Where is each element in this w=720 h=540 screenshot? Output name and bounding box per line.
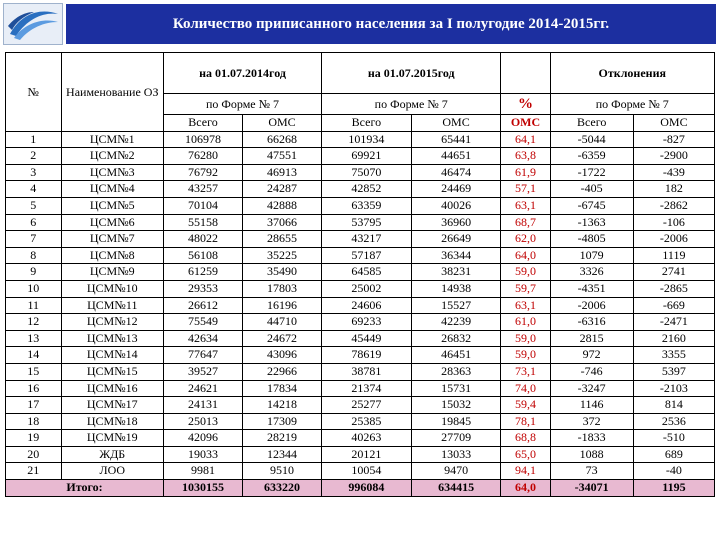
- total-2014-cell: 26612: [164, 297, 243, 314]
- row-number-cell: 16: [6, 380, 62, 397]
- dev-total-cell: -4351: [550, 280, 633, 297]
- logo-swoosh-icon: [4, 4, 62, 44]
- oms-2015-cell: 24469: [411, 181, 501, 198]
- pct-oms-cell: 61,0: [501, 314, 550, 331]
- pct-header-empty: [501, 53, 550, 94]
- total-2015-cell: 101934: [322, 131, 412, 148]
- row-name-cell: ЦСМ№15: [61, 363, 164, 380]
- pct-oms-cell: 63,8: [501, 148, 550, 165]
- dev-total-cell: 2815: [550, 330, 633, 347]
- row-number-cell: 18: [6, 413, 62, 430]
- dev-oms-cell: 3355: [633, 347, 714, 364]
- total-2014-cell: 24131: [164, 397, 243, 414]
- total-2014-cell: 24621: [164, 380, 243, 397]
- pct-oms-cell: 64,1: [501, 131, 550, 148]
- dev-oms-cell: -106: [633, 214, 714, 231]
- oms-2014-cell: 17309: [243, 413, 322, 430]
- total-2014-cell: 43257: [164, 181, 243, 198]
- total-2014-cell: 39527: [164, 363, 243, 380]
- dev-total-cell: -2006: [550, 297, 633, 314]
- oms-2015-cell: 42239: [411, 314, 501, 331]
- total-2014-cell: 42634: [164, 330, 243, 347]
- oms-2015-cell: 15527: [411, 297, 501, 314]
- row-number-cell: 2: [6, 148, 62, 165]
- table-row: [6, 297, 715, 314]
- oms-2015-cell: 36960: [411, 214, 501, 231]
- dev-total-cell: 73: [550, 463, 633, 480]
- row-name-cell: ЦСМ№3: [61, 164, 164, 181]
- row-number-cell: 21: [6, 463, 62, 480]
- row-name-cell: ЛОО: [61, 463, 164, 480]
- period-2015-header: на 01.07.2015год: [322, 53, 501, 94]
- row-number-cell: 12: [6, 314, 62, 331]
- pct-oms-cell: 65,0: [501, 446, 550, 463]
- total-2014-cell: 29353: [164, 280, 243, 297]
- dev-total-cell: -4805: [550, 231, 633, 248]
- dev-oms-cell: -827: [633, 131, 714, 148]
- total-2014-cell: 55158: [164, 214, 243, 231]
- pct-oms-cell: 61,9: [501, 164, 550, 181]
- total-2015-cell: 25002: [322, 280, 412, 297]
- oms-2014-cell: 16196: [243, 297, 322, 314]
- row-name-cell: ЦСМ№18: [61, 413, 164, 430]
- oms-2014-cell: 12344: [243, 446, 322, 463]
- oms-dev-header: ОМС: [633, 115, 714, 132]
- oms-2014-cell: 35225: [243, 247, 322, 264]
- total-2015-cell: 53795: [322, 214, 412, 231]
- total-2015-cell: 21374: [322, 380, 412, 397]
- row-number-cell: 17: [6, 397, 62, 414]
- slide-header: [0, 0, 720, 48]
- dev-oms-cell: -669: [633, 297, 714, 314]
- dev-oms-cell: -2862: [633, 197, 714, 214]
- row-name-cell: ЦСМ№12: [61, 314, 164, 331]
- oms-2014-cell: 14218: [243, 397, 322, 414]
- total-2015-header: Всего: [322, 115, 412, 132]
- totals-dev-total: -34071: [550, 480, 633, 497]
- totals-dev-oms: 1195: [633, 480, 714, 497]
- table-row: [6, 446, 715, 463]
- total-2014-cell: 61259: [164, 264, 243, 281]
- dev-oms-cell: 182: [633, 181, 714, 198]
- oms-2015-cell: 19845: [411, 413, 501, 430]
- row-name-cell: ЦСМ№5: [61, 197, 164, 214]
- row-number-cell: 14: [6, 347, 62, 364]
- totals-total-2015: 996084: [322, 480, 412, 497]
- oms-2014-cell: 17834: [243, 380, 322, 397]
- dev-total-cell: -6745: [550, 197, 633, 214]
- dev-total-cell: 1146: [550, 397, 633, 414]
- dev-oms-cell: 2536: [633, 413, 714, 430]
- table-row: [6, 463, 715, 480]
- total-2014-cell: 19033: [164, 446, 243, 463]
- row-number-cell: 6: [6, 214, 62, 231]
- dev-oms-cell: 1119: [633, 247, 714, 264]
- total-2015-cell: 10054: [322, 463, 412, 480]
- dev-total-cell: -3247: [550, 380, 633, 397]
- col-header-name: Наименование ОЗ: [61, 53, 164, 132]
- header-row-periods: [6, 53, 715, 94]
- pct-oms-cell: 62,0: [501, 231, 550, 248]
- row-number-cell: 10: [6, 280, 62, 297]
- table-row: [6, 363, 715, 380]
- oms-2014-cell: 66268: [243, 131, 322, 148]
- table-row: [6, 330, 715, 347]
- row-name-cell: ЦСМ№1: [61, 131, 164, 148]
- total-2015-cell: 25385: [322, 413, 412, 430]
- pct-oms-cell: 63,1: [501, 297, 550, 314]
- pct-oms-cell: 94,1: [501, 463, 550, 480]
- oms-2015-cell: 46451: [411, 347, 501, 364]
- dev-total-cell: -405: [550, 181, 633, 198]
- table-row: [6, 280, 715, 297]
- row-name-cell: ЦСМ№6: [61, 214, 164, 231]
- oms-2015-cell: 65441: [411, 131, 501, 148]
- oms-2014-cell: 9510: [243, 463, 322, 480]
- oms-2014-cell: 47551: [243, 148, 322, 165]
- dev-oms-cell: 2741: [633, 264, 714, 281]
- oms-2015-cell: 13033: [411, 446, 501, 463]
- total-2014-cell: 25013: [164, 413, 243, 430]
- pct-oms-cell: 73,1: [501, 363, 550, 380]
- oms-2015-cell: 14938: [411, 280, 501, 297]
- oms-2014-cell: 35490: [243, 264, 322, 281]
- dev-oms-cell: 814: [633, 397, 714, 414]
- pct-oms-cell: 59,0: [501, 330, 550, 347]
- dev-total-cell: 372: [550, 413, 633, 430]
- dev-total-cell: 972: [550, 347, 633, 364]
- row-number-cell: 15: [6, 363, 62, 380]
- pct-oms-cell: 59,4: [501, 397, 550, 414]
- total-2014-cell: 106978: [164, 131, 243, 148]
- period-2014-header: на 01.07.2014год: [164, 53, 322, 94]
- totals-row: [6, 480, 715, 497]
- dev-oms-cell: 5397: [633, 363, 714, 380]
- dev-total-cell: 3326: [550, 264, 633, 281]
- pct-oms-cell: 68,7: [501, 214, 550, 231]
- total-2014-cell: 70104: [164, 197, 243, 214]
- dev-oms-cell: -40: [633, 463, 714, 480]
- oms-2015-cell: 26832: [411, 330, 501, 347]
- row-name-cell: ЦСМ№7: [61, 231, 164, 248]
- total-2014-cell: 76280: [164, 148, 243, 165]
- totals-total-2014: 1030155: [164, 480, 243, 497]
- oms-2015-cell: 28363: [411, 363, 501, 380]
- oms-2014-cell: 46913: [243, 164, 322, 181]
- dev-total-cell: -1363: [550, 214, 633, 231]
- totals-label: Итого:: [6, 480, 164, 497]
- oms-2015-cell: 27709: [411, 430, 501, 447]
- totals-oms-2015: 634415: [411, 480, 501, 497]
- table-row: [6, 380, 715, 397]
- oms-2015-cell: 38231: [411, 264, 501, 281]
- total-2015-cell: 25277: [322, 397, 412, 414]
- oms-2015-cell: 46474: [411, 164, 501, 181]
- oms-2015-cell: 40026: [411, 197, 501, 214]
- row-name-cell: ЦСМ№8: [61, 247, 164, 264]
- dev-total-cell: -1722: [550, 164, 633, 181]
- row-number-cell: 13: [6, 330, 62, 347]
- oms-2014-cell: 28655: [243, 231, 322, 248]
- table-row: [6, 148, 715, 165]
- row-number-cell: 3: [6, 164, 62, 181]
- dev-total-cell: -6359: [550, 148, 633, 165]
- total-2014-cell: 56108: [164, 247, 243, 264]
- total-2015-cell: 69921: [322, 148, 412, 165]
- pct-oms-cell: 59,0: [501, 347, 550, 364]
- row-number-cell: 5: [6, 197, 62, 214]
- row-name-cell: ЦСМ№14: [61, 347, 164, 364]
- oms-2015-cell: 26649: [411, 231, 501, 248]
- total-2015-cell: 24606: [322, 297, 412, 314]
- logo: [3, 3, 63, 45]
- row-name-cell: ЦСМ№4: [61, 181, 164, 198]
- row-name-cell: ЦСМ№11: [61, 297, 164, 314]
- form-dev-header: по Форме № 7: [550, 94, 714, 115]
- total-2014-cell: 76792: [164, 164, 243, 181]
- oms-2014-cell: 37066: [243, 214, 322, 231]
- total-2014-cell: 9981: [164, 463, 243, 480]
- oms-2015-cell: 44651: [411, 148, 501, 165]
- total-2014-cell: 75549: [164, 314, 243, 331]
- oms-2014-cell: 24672: [243, 330, 322, 347]
- row-name-cell: ЦСМ№16: [61, 380, 164, 397]
- row-name-cell: ЦСМ№17: [61, 397, 164, 414]
- table-row: [6, 181, 715, 198]
- table-row: [6, 231, 715, 248]
- form-2014-header: по Форме № 7: [164, 94, 322, 115]
- row-number-cell: 9: [6, 264, 62, 281]
- total-2015-cell: 64585: [322, 264, 412, 281]
- pct-oms-cell: 64,0: [501, 247, 550, 264]
- pct-oms-cell: 57,1: [501, 181, 550, 198]
- pct-oms-cell: 59,7: [501, 280, 550, 297]
- total-2015-cell: 40263: [322, 430, 412, 447]
- pct-oms-cell: 78,1: [501, 413, 550, 430]
- table-row: [6, 314, 715, 331]
- totals-oms-2014: 633220: [243, 480, 322, 497]
- deviation-header: Отклонения: [550, 53, 714, 94]
- oms-2014-cell: 42888: [243, 197, 322, 214]
- dev-oms-cell: 689: [633, 446, 714, 463]
- table-row: [6, 264, 715, 281]
- row-number-cell: 20: [6, 446, 62, 463]
- total-2015-cell: 75070: [322, 164, 412, 181]
- total-2015-cell: 38781: [322, 363, 412, 380]
- pct-header: %: [501, 94, 550, 115]
- oms-2015-cell: 15731: [411, 380, 501, 397]
- row-name-cell: ЦСМ№9: [61, 264, 164, 281]
- total-2014-cell: 77647: [164, 347, 243, 364]
- dev-oms-cell: -2865: [633, 280, 714, 297]
- row-number-cell: 7: [6, 231, 62, 248]
- total-2015-cell: 43217: [322, 231, 412, 248]
- dev-oms-cell: -510: [633, 430, 714, 447]
- pct-oms-cell: 63,1: [501, 197, 550, 214]
- total-2014-header: Всего: [164, 115, 243, 132]
- oms-2014-cell: 43096: [243, 347, 322, 364]
- oms-2015-cell: 36344: [411, 247, 501, 264]
- dev-total-cell: 1088: [550, 446, 633, 463]
- row-number-cell: 19: [6, 430, 62, 447]
- oms-2014-header: ОМС: [243, 115, 322, 132]
- dev-oms-cell: -439: [633, 164, 714, 181]
- oms-2015-header: ОМС: [411, 115, 501, 132]
- row-name-cell: ЦСМ№19: [61, 430, 164, 447]
- dev-total-cell: -6316: [550, 314, 633, 331]
- total-2015-cell: 45449: [322, 330, 412, 347]
- total-2015-cell: 42852: [322, 181, 412, 198]
- dev-oms-cell: -2103: [633, 380, 714, 397]
- total-2014-cell: 48022: [164, 231, 243, 248]
- row-name-cell: ЦСМ№10: [61, 280, 164, 297]
- dev-total-cell: 1079: [550, 247, 633, 264]
- table-row: [6, 164, 715, 181]
- table-row: [6, 413, 715, 430]
- total-2014-cell: 42096: [164, 430, 243, 447]
- dev-oms-cell: -2471: [633, 314, 714, 331]
- pct-oms-cell: 59,0: [501, 264, 550, 281]
- table-row: [6, 131, 715, 148]
- dev-total-cell: -1833: [550, 430, 633, 447]
- table-row: [6, 214, 715, 231]
- total-2015-cell: 78619: [322, 347, 412, 364]
- table-row: [6, 197, 715, 214]
- form-2015-header: по Форме № 7: [322, 94, 501, 115]
- population-table: [5, 52, 715, 497]
- oms-2014-cell: 22966: [243, 363, 322, 380]
- total-2015-cell: 57187: [322, 247, 412, 264]
- oms-2014-cell: 24287: [243, 181, 322, 198]
- table-row: [6, 247, 715, 264]
- total-2015-cell: 69233: [322, 314, 412, 331]
- pct-oms-header: ОМС: [501, 115, 550, 132]
- table-row: [6, 397, 715, 414]
- dev-oms-cell: -2900: [633, 148, 714, 165]
- dev-oms-cell: 2160: [633, 330, 714, 347]
- oms-2015-cell: 15032: [411, 397, 501, 414]
- dev-oms-cell: -2006: [633, 231, 714, 248]
- dev-total-cell: -746: [550, 363, 633, 380]
- oms-2014-cell: 44710: [243, 314, 322, 331]
- row-number-cell: 4: [6, 181, 62, 198]
- row-number-cell: 1: [6, 131, 62, 148]
- oms-2015-cell: 9470: [411, 463, 501, 480]
- totals-pct-oms: 64,0: [501, 480, 550, 497]
- row-number-cell: 8: [6, 247, 62, 264]
- pct-oms-cell: 74,0: [501, 380, 550, 397]
- row-name-cell: ЦСМ№13: [61, 330, 164, 347]
- row-number-cell: 11: [6, 297, 62, 314]
- row-name-cell: ЖДБ: [61, 446, 164, 463]
- total-dev-header: Всего: [550, 115, 633, 132]
- page-title: Количество приписанного населения за I полугодие 2014-2015гг.: [66, 4, 716, 44]
- table-row: [6, 347, 715, 364]
- col-header-num: №: [6, 53, 62, 132]
- total-2015-cell: 63359: [322, 197, 412, 214]
- total-2015-cell: 20121: [322, 446, 412, 463]
- oms-2014-cell: 17803: [243, 280, 322, 297]
- row-name-cell: ЦСМ№2: [61, 148, 164, 165]
- pct-oms-cell: 68,8: [501, 430, 550, 447]
- oms-2014-cell: 28219: [243, 430, 322, 447]
- table-row: [6, 430, 715, 447]
- dev-total-cell: -5044: [550, 131, 633, 148]
